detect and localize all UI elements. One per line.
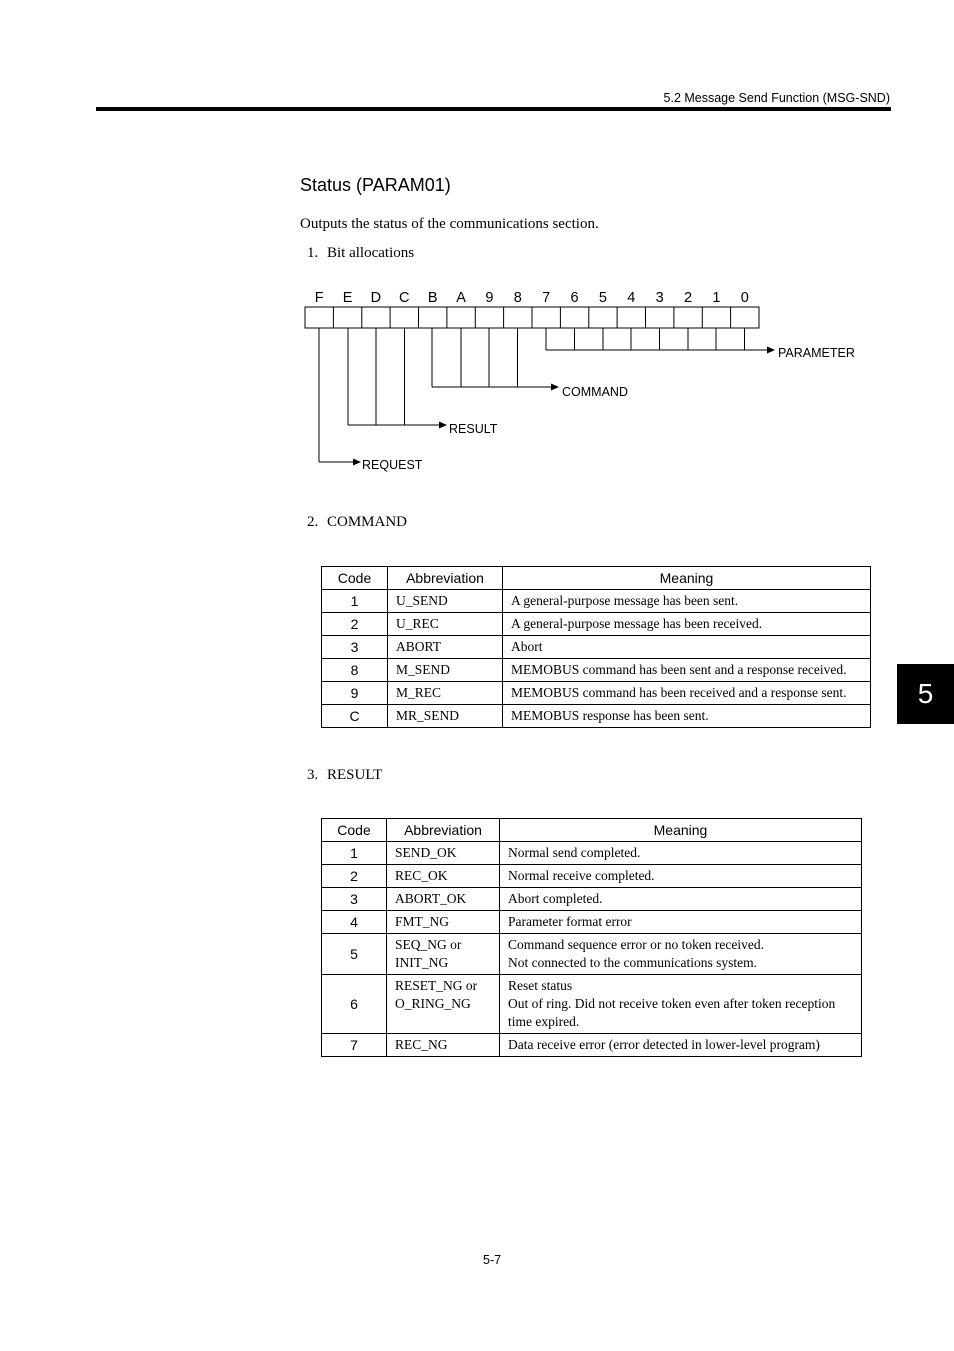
parameter-bracket: [546, 328, 768, 350]
cell-abbreviation: SEQ_NG or INIT_NG: [387, 934, 500, 975]
bit-label: D: [370, 290, 382, 306]
cell-abbreviation: FMT_NG: [387, 911, 500, 934]
cell-code: 7: [322, 1034, 387, 1057]
result-arrow: [439, 422, 447, 429]
cell-meaning: MEMOBUS command has been sent and a response received.: [503, 659, 871, 682]
table-row: [322, 636, 871, 659]
cell-abbreviation: M_REC: [388, 682, 503, 705]
table-row: [322, 842, 862, 865]
list-number: 1.: [307, 245, 319, 261]
bit-label: 0: [740, 290, 749, 306]
cell-meaning: [500, 975, 862, 1034]
table-row: [322, 911, 862, 934]
cell-code: 2: [322, 613, 388, 636]
bit-label: 5: [598, 290, 607, 306]
cell-meaning: MEMOBUS response has been sent.: [503, 705, 871, 728]
parameter-arrow: [767, 347, 775, 354]
page-number: 5-7: [483, 1253, 502, 1267]
cell-abbreviation: M_SEND: [388, 659, 503, 682]
parameter-label: PARAMETER: [778, 346, 855, 360]
header-meaning: Meaning: [500, 819, 862, 842]
table-row: [322, 865, 862, 888]
cell-code: 2: [322, 865, 387, 888]
chapter-tab: 5: [897, 664, 954, 724]
list-label: COMMAND: [327, 514, 408, 530]
result-label: RESULT: [449, 422, 498, 436]
bit-label: F: [314, 290, 324, 306]
list-item-command: [307, 514, 407, 531]
bit-label: A: [456, 290, 466, 306]
bit-label: C: [399, 290, 410, 306]
cell-code: 3: [322, 888, 387, 911]
table-row: [322, 590, 871, 613]
section-intro: Outputs the status of the communications section.: [300, 216, 599, 232]
result-bracket: [348, 328, 440, 425]
bit-label: 2: [684, 290, 693, 306]
header-code: Code: [322, 819, 387, 842]
cell-code: 4: [322, 911, 387, 934]
bit-label: 4: [627, 290, 636, 306]
cell-code: 1: [322, 590, 388, 613]
table-row: [322, 613, 871, 636]
cell-abbreviation: U_SEND: [388, 590, 503, 613]
bit-label: E: [342, 290, 353, 306]
meaning-line: Command sequence error or no token received.: [508, 937, 765, 952]
bit-dividers: [333, 307, 730, 328]
bit-labels: [315, 290, 749, 306]
cell-abbreviation: RESET_NG or O_RING_NG: [387, 975, 500, 1034]
cell-meaning: [500, 934, 862, 975]
command-table: [321, 566, 871, 728]
table-row: [322, 659, 871, 682]
cell-code: 9: [322, 682, 388, 705]
bit-label: 6: [570, 290, 579, 306]
cell-meaning: A general-purpose message has been received.: [503, 613, 871, 636]
bit-label: 9: [485, 290, 494, 306]
table-header-row: [322, 819, 862, 842]
table-row: [322, 705, 871, 728]
meaning-line: Not connected to the communications system.: [508, 955, 757, 970]
bit-label: 1: [712, 290, 721, 306]
section-title: Status (PARAM01): [300, 175, 451, 195]
table-row: [322, 888, 862, 911]
command-arrow: [551, 384, 559, 391]
cell-meaning: Abort completed.: [500, 888, 862, 911]
cell-abbreviation: ABORT: [388, 636, 503, 659]
table-header-row: [322, 567, 871, 590]
cell-abbreviation: SEND_OK: [387, 842, 500, 865]
cell-code: 8: [322, 659, 388, 682]
cell-code: 6: [322, 975, 387, 1034]
table-row: [322, 975, 862, 1034]
cell-code: 5: [322, 934, 387, 975]
table-row: [322, 934, 862, 975]
cell-code: C: [322, 705, 388, 728]
header-code: Code: [322, 567, 388, 590]
request-bracket: [319, 328, 354, 462]
bit-label: 8: [513, 290, 522, 306]
list-number: 3.: [307, 767, 319, 783]
list-item-result: [307, 767, 382, 784]
header-abbreviation: Abbreviation: [387, 819, 500, 842]
cell-code: 1: [322, 842, 387, 865]
cell-abbreviation: ABORT_OK: [387, 888, 500, 911]
cell-meaning: Normal send completed.: [500, 842, 862, 865]
command-label: COMMAND: [562, 385, 628, 399]
list-number: 2.: [307, 514, 319, 530]
cell-abbreviation: U_REC: [388, 613, 503, 636]
list-label: Bit allocations: [327, 245, 415, 261]
cell-meaning: A general-purpose message has been sent.: [503, 590, 871, 613]
bit-label: B: [427, 290, 438, 306]
meaning-line: Out of ring. Did not receive token even after token reception time expired.: [508, 996, 836, 1029]
command-bracket: [432, 328, 552, 387]
bit-allocation-diagram: [0, 0, 954, 500]
cell-meaning: MEMOBUS command has been received and a response sent.: [503, 682, 871, 705]
request-arrow: [353, 459, 361, 466]
cell-abbreviation: MR_SEND: [388, 705, 503, 728]
bit-label: 3: [655, 290, 664, 306]
result-table: [321, 818, 862, 1057]
table-row: [322, 1034, 862, 1057]
cell-meaning: Parameter format error: [500, 911, 862, 934]
cell-abbreviation: REC_OK: [387, 865, 500, 888]
cell-abbreviation: REC_NG: [387, 1034, 500, 1057]
header-meaning: Meaning: [503, 567, 871, 590]
bit-label: 7: [542, 290, 551, 306]
running-header: 5.2 Message Send Function (MSG-SND): [663, 91, 890, 105]
request-label: REQUEST: [362, 458, 423, 472]
cell-meaning: Normal receive completed.: [500, 865, 862, 888]
header-abbreviation: Abbreviation: [388, 567, 503, 590]
list-label: RESULT: [327, 767, 383, 783]
cell-code: 3: [322, 636, 388, 659]
table-row: [322, 682, 871, 705]
cell-meaning: Data receive error (error detected in lower-level program): [500, 1034, 862, 1057]
meaning-line: Reset status: [508, 978, 573, 993]
cell-meaning: Abort: [503, 636, 871, 659]
